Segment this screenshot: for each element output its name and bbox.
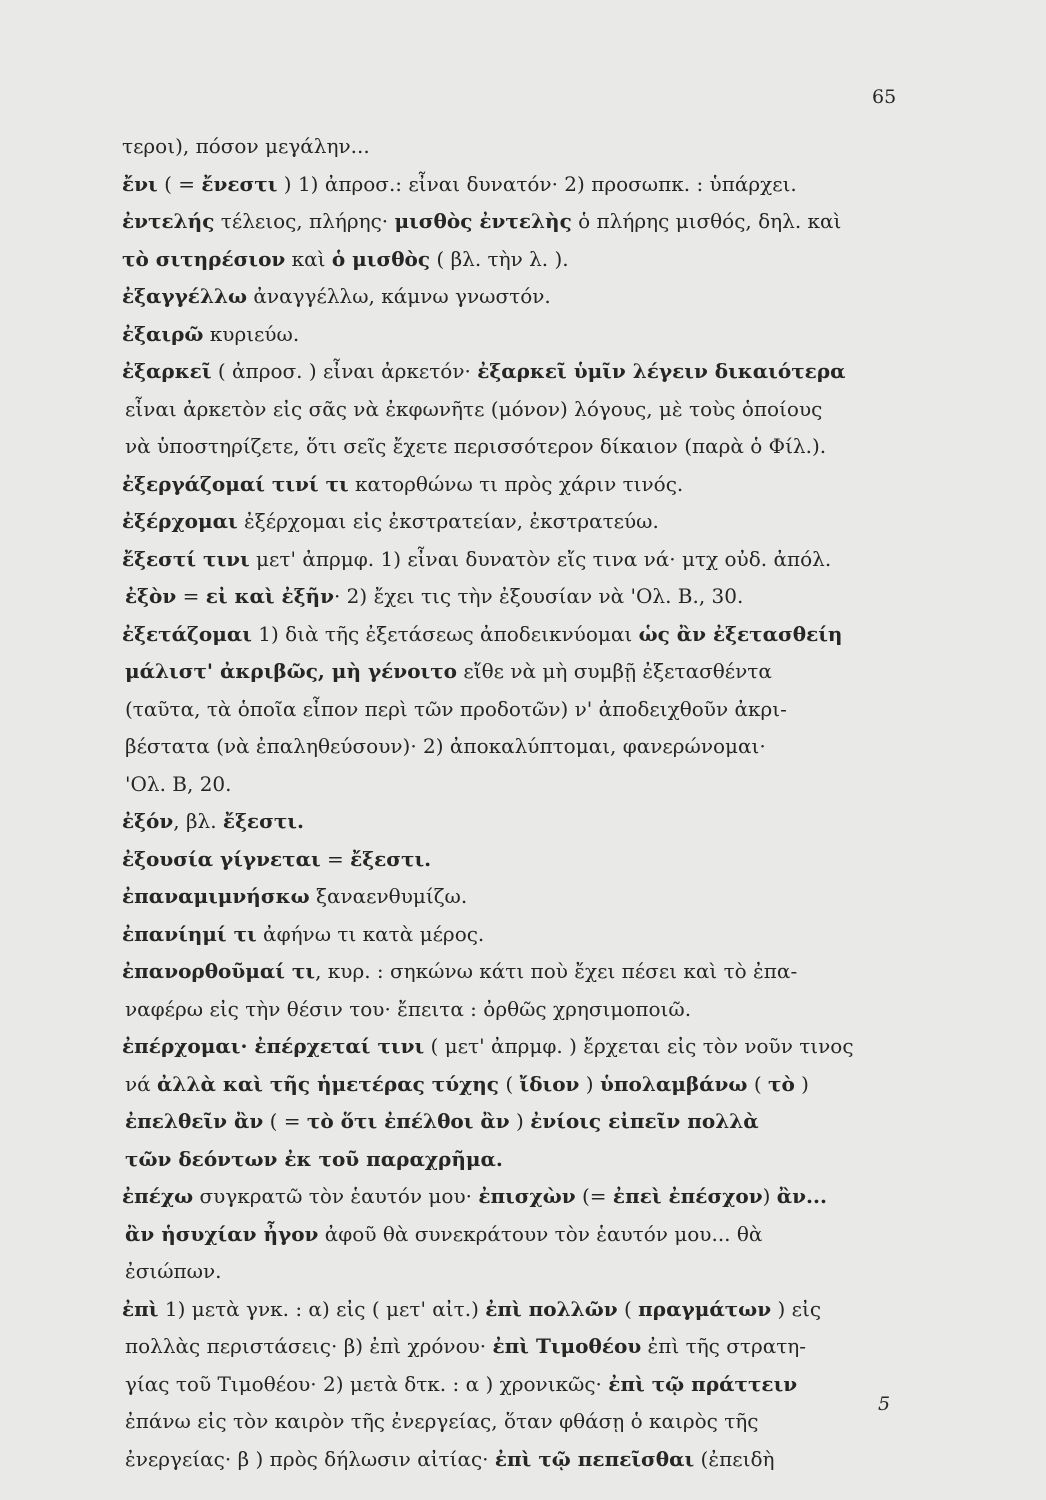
definition-text: ἐσιώπων. [125, 1259, 222, 1283]
definition-text: ἀναγγέλλω, κάμνω γνωστόν. [247, 284, 551, 308]
definition-text: · 2) ἔχει τις τὴν ἐξουσίαν νὰ 'Ολ. Β., 30. [333, 584, 744, 608]
dictionary-entry-line [122, 803, 912, 841]
definition-text: κυριεύω. [203, 321, 300, 346]
headword-text: ἐντελής [122, 209, 215, 233]
headword-text: ἐξὸν [125, 584, 177, 608]
definition-text: νὰ ὑποστηρίζετε, ὅτι σεῖς ἔχετε περισσότερον δίκαιον (παρὰ ὁ Φίλ.). [125, 434, 827, 458]
definition-text: ) εἰς [771, 1296, 822, 1321]
definition-text: , βλ. [173, 809, 223, 833]
definition-text: ) [762, 1184, 777, 1208]
headword-text: ἔξεστι. [222, 809, 304, 833]
headword-text: ἀλλὰ καὶ τῆς ἡμετέρας τύχης [157, 1071, 499, 1096]
dictionary-entry-line [122, 278, 912, 316]
continuation-line [125, 428, 915, 466]
dictionary-entry-line [122, 841, 912, 879]
definition-text: (= [575, 1184, 613, 1208]
definition-text: ὁ πλήρης μισθός, δηλ. καὶ [571, 209, 842, 233]
dictionary-entry-line [122, 466, 912, 504]
definition-text: κατορθώνω τι πρὸς χάριν τινός. [348, 471, 684, 496]
definition-text: ) [509, 1109, 531, 1133]
definition-text: πολλὰς περιστάσεις· β) ἐπὶ χρόνου· [125, 1334, 493, 1358]
definition-text: τεροι), πόσον μεγάλην... [122, 134, 370, 158]
continuation-line [125, 1141, 915, 1179]
headword-text: ἐπανορθοῦμαί τι [122, 959, 316, 983]
definition-text: ( = [157, 171, 202, 196]
dictionary-entry-line [122, 353, 912, 391]
continuation-line [125, 1216, 915, 1254]
headword-text: ἐξετάζομαι [122, 621, 252, 646]
definition-text: βέστατα (νὰ ἐπαληθεύσουν)· 2) ἀποκαλύπτομαι, φανερώνομαι· [125, 734, 766, 758]
definition-text: γίας τοῦ Τιμοθέου· 2) μετὰ δτκ. : α ) χρονικῶς· [125, 1371, 609, 1396]
headword-text: ἐπεὶ ἐπέσχον [612, 1184, 763, 1208]
dictionary-entry-line [122, 1291, 912, 1329]
headword-text: ἴδιον [519, 1071, 580, 1096]
definition-text: ἐξέρχομαι εἰς ἐκστρατείαν, ἐκστρατεύω. [237, 509, 659, 533]
continuation-line [125, 1103, 915, 1141]
headword-text: τὸ [768, 1071, 795, 1096]
definition-text: 1) διὰ τῆς ἐξετάσεως ἀποδεικνύομαι [251, 621, 639, 646]
dictionary-entry-line [122, 316, 912, 354]
headword-text: ἐπισχὼν [478, 1184, 576, 1208]
headword-text: ἐπὶ [122, 1296, 159, 1321]
definition-text: συγκρατῶ τὸν ἑαυτόν μου· [193, 1184, 479, 1208]
headword-text: τῶν δεόντων ἐκ τοῦ παραχρῆμα. [125, 1146, 503, 1171]
continuation-line [122, 128, 912, 166]
continuation-line [125, 766, 915, 804]
dictionary-entry-line [122, 878, 912, 916]
definition-text: ἐπὶ τῆς στρατη- [641, 1334, 807, 1358]
definition-text: ξαναενθυμίζω. [309, 884, 468, 908]
definition-text: ( [747, 1071, 768, 1096]
continuation-line [125, 578, 915, 616]
headword-text: ὁ μισθὸς [331, 246, 431, 271]
headword-text: ἐπελθεῖν ἂν [125, 1109, 264, 1133]
dictionary-entry-line [122, 916, 912, 954]
definition-text: , κυρ. : σηκώνω κάτι ποὺ ἔχει πέσει καὶ τὸ ἐπα- [315, 959, 798, 983]
headword-text: τὸ ὅτι ἐπέλθοι ἂν [306, 1109, 510, 1133]
headword-text: ἐπέρχομαι· ἐπέρχεταί τινι [122, 1034, 425, 1058]
lexicon-text [122, 128, 912, 1478]
continuation-line [125, 1066, 915, 1104]
definition-text: ἐνεργείας· β ) πρὸς δήλωσιν αἰτίας· [125, 1446, 495, 1471]
headword-text: τὸ σιτηρέσιον [122, 246, 286, 271]
definition-text: καὶ [285, 246, 332, 271]
headword-text: ἂν ἡσυχίαν ἦγον [125, 1221, 319, 1246]
headword-text: ἐπαναμιμνήσκω [122, 884, 310, 908]
headword-text: ἐξεργάζομαί τινί τι [122, 471, 349, 496]
definition-text: ( ἀπροσ. ) εἶναι ἀρκετόν· [211, 359, 478, 383]
continuation-line [125, 728, 915, 766]
definition-text: νά [125, 1071, 158, 1096]
headword-text: ἐξέρχομαι [122, 509, 238, 533]
continuation-line [125, 691, 915, 729]
definition-text: = [320, 846, 351, 871]
continuation-line [125, 653, 915, 691]
headword-text: ἔξεστί τινι [122, 546, 250, 571]
continuation-line [122, 241, 912, 279]
definition-text: εἴθε νὰ μὴ συμβῇ ἐξετασθέντα [457, 659, 772, 683]
definition-text: (ἐπειδὴ [694, 1446, 775, 1471]
definition-text: ἐπάνω εἰς τὸν καιρὸν τῆς ἐνεργείας, ὅταν φθάσῃ ὁ καιρὸς τῆς [125, 1409, 759, 1433]
definition-text: ) [794, 1071, 809, 1096]
page-number: 65 [872, 86, 897, 108]
definition-text: εἶναι ἀρκετὸν εἰς σᾶς νὰ ἐκφωνῆτε (μόνον) λόγους, μὲ τοὺς ὁποίους [125, 396, 823, 421]
definition-text: ) [579, 1071, 600, 1096]
headword-text: ἐπὶ τῷ πεπεῖσθαι [494, 1446, 695, 1471]
continuation-line [125, 391, 915, 429]
headword-text: ἐπανίημί τι [122, 921, 257, 946]
dictionary-entry-line [122, 541, 912, 579]
dictionary-entry-line [122, 1178, 912, 1216]
headword-text: εἰ καὶ ἐξῆν [205, 584, 334, 608]
headword-text: ἐπέχω [122, 1184, 194, 1208]
headword-text: ἐνίοις εἰπεῖν πολλὰ [530, 1109, 759, 1133]
headword-text: ἐπὶ Τιμοθέου [492, 1334, 642, 1358]
headword-text: μάλιστ' ἀκριβῶς, μὴ γένοιτο [125, 659, 458, 683]
definition-text: τέλειος, πλήρης· [214, 209, 395, 233]
definition-text: ( [498, 1071, 520, 1096]
headword-text: ἐξουσία γίγνεται [122, 846, 321, 871]
continuation-line [125, 1253, 915, 1291]
definition-text: ἀφήνω τι κατὰ μέρος. [256, 921, 485, 946]
headword-text: μισθὸς ἐντελὴς [394, 209, 572, 233]
definition-text: ἀφοῦ θὰ συνεκράτουν τὸν ἑαυτόν μου... θὰ [318, 1221, 763, 1246]
headword-text: ὡς ἂν ἐξετασθείη [638, 621, 843, 646]
definition-text: ( βλ. τὴν λ. ). [430, 246, 569, 271]
continuation-line [125, 1441, 915, 1479]
definition-text: (ταῦτα, τὰ ὁποῖα εἶπον περὶ τῶν προδοτῶν) ν' ἀποδειχθοῦν ἀκρι- [125, 696, 787, 721]
headword-text: ἔνεστι [201, 171, 278, 196]
definition-text: ( μετ' ἀπρμφ. ) ἔρχεται εἰς τὸν νοῦν τινος [424, 1034, 854, 1058]
headword-text: ἐξαρκεῖ [122, 359, 212, 383]
definition-text: 'Ολ. Β, 20. [125, 771, 232, 796]
headword-text: ἐπὶ τῷ πράττειν [608, 1371, 798, 1396]
dictionary-entry-line [122, 503, 912, 541]
headword-text: πραγμάτων [638, 1296, 772, 1321]
continuation-line [125, 1403, 915, 1441]
dictionary-entry-line [122, 953, 912, 991]
definition-text: ( = [263, 1109, 307, 1133]
definition-text: ) 1) ἀπροσ.: εἶναι δυνατόν· 2) προσωπκ. : ὑπάρχει. [277, 171, 797, 196]
headword-text: ἐξαρκεῖ ὑμῖν λέγειν δικαιότερα [477, 359, 846, 383]
continuation-line [125, 1366, 915, 1404]
dictionary-entry-line [122, 203, 912, 241]
continuation-line [125, 991, 915, 1029]
dictionary-entry-line [122, 166, 912, 204]
signature-mark: 5 [878, 1393, 891, 1415]
definition-text: ναφέρω εἰς τὴν θέσιν του· ἔπειτα : ὀρθῶς χρησιμοποιῶ. [125, 996, 692, 1021]
dictionary-entry-line [122, 616, 912, 654]
definition-text: ( [617, 1296, 639, 1321]
headword-text: ἐξαιρῶ [122, 321, 204, 346]
headword-text: ἔξεστι. [350, 846, 432, 871]
headword-text: ἔνι [122, 171, 158, 196]
headword-text: ἂν... [776, 1184, 827, 1208]
headword-text: ἐξαγγέλλω [122, 284, 248, 308]
definition-text: μετ' ἀπρμφ. 1) εἶναι δυνατὸν εἴς τινα νά· μτχ οὐδ. ἀπόλ. [249, 546, 832, 571]
dictionary-entry-line [122, 1028, 912, 1066]
definition-text: 1) μετὰ γνκ. : α) εἰς ( μετ' αἰτ.) [158, 1296, 486, 1321]
headword-text: ἐξόν [122, 809, 174, 833]
headword-text: ἐπὶ πολλῶν [485, 1296, 618, 1321]
continuation-line [125, 1328, 915, 1366]
headword-text: ὑπολαμβάνω [599, 1071, 748, 1096]
definition-text: = [176, 584, 206, 608]
